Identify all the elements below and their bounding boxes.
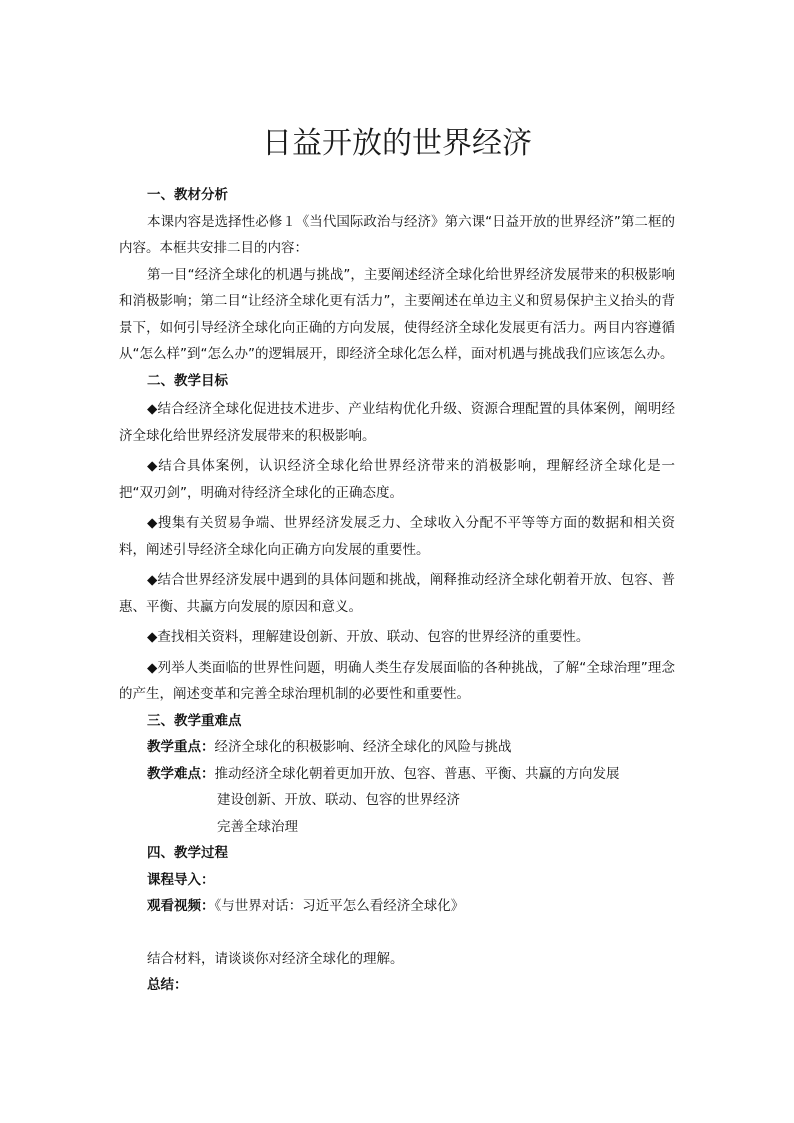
section-heading-goals: 二、教学目标 bbox=[147, 372, 228, 389]
difficulty-item: 完善全球治理 bbox=[217, 818, 298, 835]
analysis-paragraph-1: 本课内容是选择性必修１《当代国际政治与经济》第六课“日益开放的世界经济”第二框的内容。本框共安排二目的内容： bbox=[119, 213, 675, 256]
difficulty-item: 建设创新、开放、联动、包容的世界经济 bbox=[217, 792, 460, 808]
video-row bbox=[119, 893, 675, 920]
goal-item: ◆结合世界经济发展中遇到的具体问题和挑战，阐释推动经济全球化朝着开放、包容、普惠、平衡、共赢方向发展的原因和意义。 bbox=[119, 572, 675, 615]
goal-item: ◆搜集有关贸易争端、世界经济发展乏力、全球收入分配不平等等方面的数据和相关资料，阐述引导经济全球化向正确方向发展的重要性。 bbox=[119, 515, 675, 558]
section-heading-analysis: 一、教材分析 bbox=[147, 187, 228, 203]
difficulty-row bbox=[119, 761, 675, 788]
blank-line bbox=[119, 920, 675, 946]
question-text: 结合材料，请谈谈你对经济全球化的理解。 bbox=[147, 950, 404, 967]
document-body bbox=[119, 182, 675, 999]
difficulty-item: 推动经济全球化朝着更加开放、包容、普惠、平衡、共赢的方向发展 bbox=[214, 765, 620, 782]
goal-item: ◆结合具体案例，认识经济全球化给世界经济带来的消极影响，理解经济全球化是一把“双刃剑”，明确对待经济全球化的正确态度。 bbox=[119, 458, 675, 501]
document-title: 日益开放的世界经济 bbox=[262, 126, 532, 161]
key-point-row bbox=[119, 734, 675, 761]
section-heading-keypoints: 三、教学重难点 bbox=[147, 712, 242, 729]
section-heading-process: 四、教学过程 bbox=[147, 845, 228, 861]
analysis-paragraph-2: 第一目“经济全球化的机遇与挑战”，主要阐述经济全球化给世界经济发展带来的积极影响和消极影响；第二目“让经济全球化更有活力”，主要阐述在单边主义和贸易保护主义抬头的背景下，如何引导经济全球化向正确的方向发展，使得经济全球化发展更有活力。两目内容遵循从“怎么样”到“怎么办”的逻辑展开，即经济全球化怎么样，面对机遇与挑战我们应该怎么办。 bbox=[119, 266, 675, 362]
summary-label: 总结： bbox=[147, 977, 188, 993]
difficulty-label: 教学难点： bbox=[147, 765, 215, 782]
course-intro-row bbox=[119, 867, 675, 894]
key-point-label: 教学重点： bbox=[147, 739, 215, 755]
key-point-text: 经济全球化的积极影响、经济全球化的风险与挑战 bbox=[214, 739, 512, 755]
goals-list bbox=[119, 396, 675, 708]
goal-item: ◆列举人类面临的世界性问题，明确人类生存发展面临的各种挑战，了解“全球治理”理念的产生，阐述变革和完善全球治理机制的必要性和重要性。 bbox=[119, 659, 675, 702]
video-label: 观看视频： bbox=[147, 898, 215, 914]
video-title: 《与世界对话：习近平怎么看经济全球化》 bbox=[214, 898, 465, 914]
goal-item: ◆查找相关资料，理解建设创新、开放、联动、包容的世界经济的重要性。 bbox=[147, 629, 590, 645]
summary-row bbox=[119, 972, 675, 999]
goal-item: ◆结合经济全球化促进技术进步、产业结构优化升级、资源合理配置的具体案例，阐明经济全球化给世界经济发展带来的积极影响。 bbox=[119, 401, 675, 444]
course-intro-label: 课程导入： bbox=[147, 871, 215, 888]
